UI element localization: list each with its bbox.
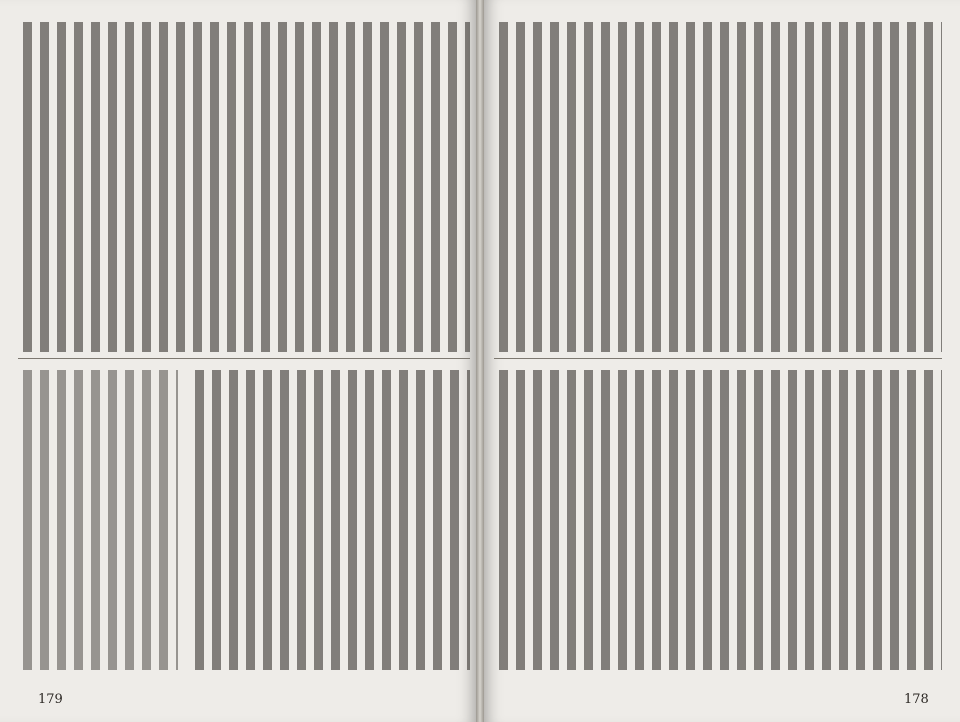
section-divider	[494, 358, 942, 359]
book-gutter	[476, 0, 484, 722]
main-text-block-lower	[494, 370, 942, 670]
main-text-block-upper	[494, 22, 942, 352]
main-text-block-lower	[190, 370, 470, 670]
left-page	[0, 0, 476, 722]
references-block	[18, 370, 178, 670]
page-number-right: 178	[904, 692, 929, 707]
page-number-left: 179	[38, 692, 63, 707]
section-divider	[18, 358, 470, 359]
right-page	[484, 0, 960, 722]
main-text-block-upper	[18, 22, 470, 352]
